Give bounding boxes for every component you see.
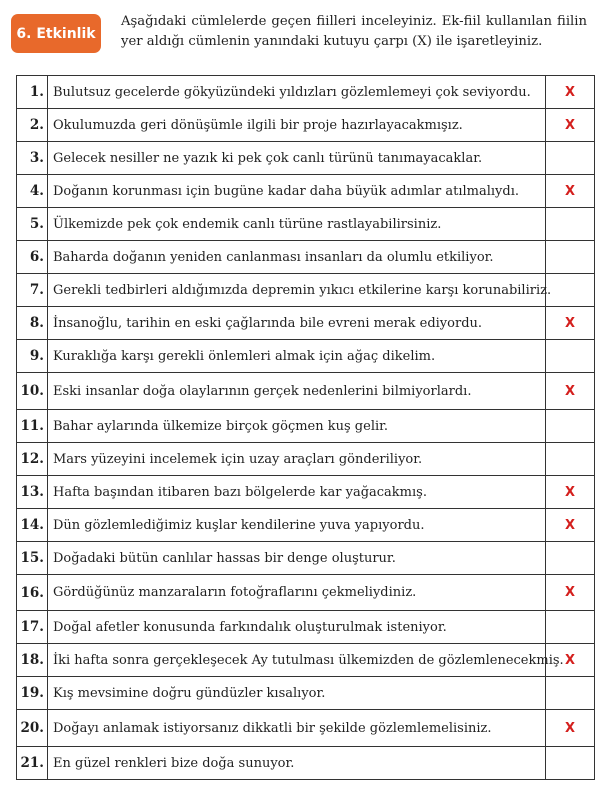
table-row bbox=[17, 575, 595, 611]
mark-checkbox[interactable] bbox=[546, 542, 595, 575]
sentence-text: Kış mevsimine doğru gündüzler kısalıyor. bbox=[48, 677, 546, 710]
sentence-table bbox=[16, 75, 595, 780]
mark-checkbox[interactable]: X bbox=[546, 175, 595, 208]
mark-checkbox[interactable] bbox=[546, 611, 595, 644]
sentence-text: Eski insanlar doğa olaylarının gerçek nedenlerini bilmiyorlardı. bbox=[48, 373, 546, 410]
sentence-text: Ülkemizde pek çok endemik canlı türüne rastlayabilirsiniz. bbox=[48, 208, 546, 241]
mark-checkbox[interactable]: X bbox=[546, 76, 595, 109]
table-row bbox=[17, 476, 595, 509]
mark-checkbox[interactable]: X bbox=[546, 509, 595, 542]
mark-checkbox[interactable] bbox=[546, 443, 595, 476]
mark-checkbox[interactable] bbox=[546, 410, 595, 443]
row-number: 2. bbox=[17, 109, 48, 142]
sentence-text: Doğayı anlamak istiyorsanız dikkatli bir şekilde gözlemlemelisiniz. bbox=[48, 710, 546, 747]
mark-checkbox[interactable]: X bbox=[546, 710, 595, 747]
table-row bbox=[17, 208, 595, 241]
sentence-text: İnsanoğlu, tarihin en eski çağlarında bile evreni merak ediyordu. bbox=[48, 307, 546, 340]
row-number: 5. bbox=[17, 208, 48, 241]
table-row bbox=[17, 677, 595, 710]
mark-checkbox[interactable]: X bbox=[546, 109, 595, 142]
row-number: 16. bbox=[17, 575, 48, 611]
sentence-text: Baharda doğanın yeniden canlanması insanları da olumlu etkiliyor. bbox=[48, 241, 546, 274]
row-number: 12. bbox=[17, 443, 48, 476]
sentence-text: İki hafta sonra gerçekleşecek Ay tutulması ülkemizden de gözlemlenecekmiş. bbox=[48, 644, 546, 677]
sentence-text: Gördüğünüz manzaraların fotoğraflarını çekmeliydiniz. bbox=[48, 575, 546, 611]
mark-checkbox[interactable] bbox=[546, 677, 595, 710]
mark-checkbox[interactable]: X bbox=[546, 476, 595, 509]
row-number: 20. bbox=[17, 710, 48, 747]
table-row bbox=[17, 241, 595, 274]
row-number: 21. bbox=[17, 747, 48, 780]
table-row bbox=[17, 175, 595, 208]
mark-checkbox[interactable] bbox=[546, 241, 595, 274]
table-row bbox=[17, 443, 595, 476]
activity-badge: 6. Etkinlik bbox=[11, 14, 101, 53]
table-row bbox=[17, 611, 595, 644]
row-number: 10. bbox=[17, 373, 48, 410]
row-number: 11. bbox=[17, 410, 48, 443]
sentence-text: Doğal afetler konusunda farkındalık oluşturulmak isteniyor. bbox=[48, 611, 546, 644]
row-number: 17. bbox=[17, 611, 48, 644]
mark-checkbox[interactable]: X bbox=[546, 644, 595, 677]
table-row bbox=[17, 542, 595, 575]
mark-checkbox[interactable]: X bbox=[546, 307, 595, 340]
mark-checkbox[interactable] bbox=[546, 274, 595, 307]
row-number: 8. bbox=[17, 307, 48, 340]
table-row bbox=[17, 307, 595, 340]
table-row bbox=[17, 410, 595, 443]
mark-checkbox[interactable]: X bbox=[546, 373, 595, 410]
sentence-text: Doğadaki bütün canlılar hassas bir denge oluşturur. bbox=[48, 542, 546, 575]
table-row bbox=[17, 710, 595, 747]
table-row bbox=[17, 644, 595, 677]
table-row bbox=[17, 509, 595, 542]
row-number: 18. bbox=[17, 644, 48, 677]
sentence-text: Mars yüzeyini incelemek için uzay araçları gönderiliyor. bbox=[48, 443, 546, 476]
row-number: 4. bbox=[17, 175, 48, 208]
table-row bbox=[17, 373, 595, 410]
sentence-text: En güzel renkleri bize doğa sunuyor. bbox=[48, 747, 546, 780]
row-number: 13. bbox=[17, 476, 48, 509]
table-row bbox=[17, 76, 595, 109]
mark-checkbox[interactable] bbox=[546, 747, 595, 780]
sentence-text: Gerekli tedbirleri aldığımızda depremin yıkıcı etkilerine karşı korunabiliriz. bbox=[48, 274, 546, 307]
row-number: 14. bbox=[17, 509, 48, 542]
mark-checkbox[interactable] bbox=[546, 208, 595, 241]
mark-checkbox[interactable] bbox=[546, 340, 595, 373]
sentence-text: Gelecek nesiller ne yazık ki pek çok canlı türünü tanımayacaklar. bbox=[48, 142, 546, 175]
mark-checkbox[interactable]: X bbox=[546, 575, 595, 611]
instruction-text: Aşağıdaki cümlelerde geçen fiilleri inceleyiniz. Ek-fiil kullanılan fiilin yer aldığı cümlenin yanındaki kutuyu çarpı (X) ile işaretleyiniz. bbox=[121, 14, 587, 49]
sentence-text: Dün gözlemlediğimiz kuşlar kendilerine yuva yapıyordu. bbox=[48, 509, 546, 542]
table-row bbox=[17, 142, 595, 175]
sentence-text: Doğanın korunması için bugüne kadar daha büyük adımlar atılmalıydı. bbox=[48, 175, 546, 208]
row-number: 19. bbox=[17, 677, 48, 710]
row-number: 7. bbox=[17, 274, 48, 307]
sentence-text: Hafta başından itibaren bazı bölgelerde kar yağacakmış. bbox=[48, 476, 546, 509]
row-number: 1. bbox=[17, 76, 48, 109]
row-number: 3. bbox=[17, 142, 48, 175]
table-row bbox=[17, 340, 595, 373]
row-number: 6. bbox=[17, 241, 48, 274]
sentence-text: Bulutsuz gecelerde gökyüzündeki yıldızları gözlemlemeyi çok seviyordu. bbox=[48, 76, 546, 109]
sentence-text: Okulumuzda geri dönüşümle ilgili bir proje hazırlayacakmışız. bbox=[48, 109, 546, 142]
row-number: 15. bbox=[17, 542, 48, 575]
mark-checkbox[interactable] bbox=[546, 142, 595, 175]
row-number: 9. bbox=[17, 340, 48, 373]
table-row bbox=[17, 274, 595, 307]
sentence-text: Bahar aylarında ülkemize birçok göçmen kuş gelir. bbox=[48, 410, 546, 443]
sentence-text: Kuraklığa karşı gerekli önlemleri almak için ağaç dikelim. bbox=[48, 340, 546, 373]
table-row bbox=[17, 109, 595, 142]
table-row bbox=[17, 747, 595, 780]
